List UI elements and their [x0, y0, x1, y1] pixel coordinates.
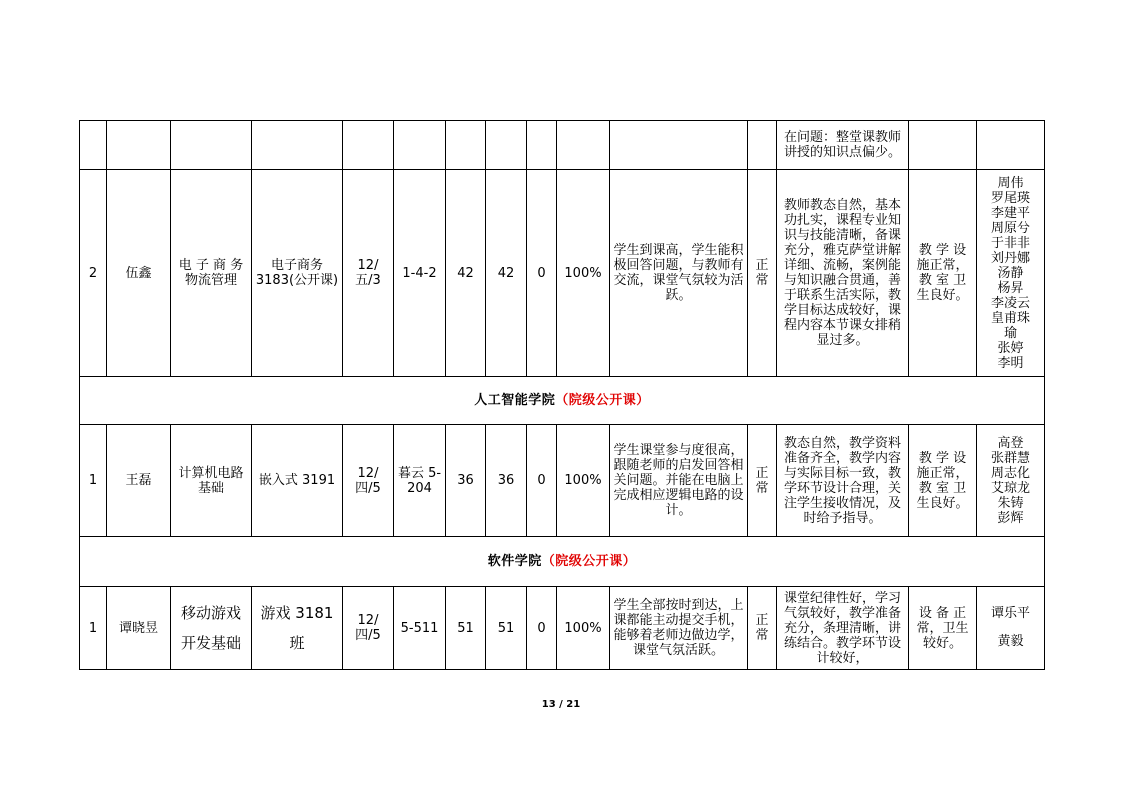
section-row	[80, 377, 1045, 425]
order-cell: 正常	[748, 170, 777, 377]
expected-cell: 51	[446, 587, 486, 670]
inspector-name: 周志化	[990, 465, 1030, 481]
section-tag: （院级公开课）	[555, 393, 650, 408]
inspector-name: 于非非	[990, 235, 1030, 251]
inspector-name: 李建平	[990, 205, 1030, 221]
student-eval-cell: 学生课堂参与度很高，跟随老师的启发回答相关问题。并能在电脑上完成相应逻辑电路的设计。	[610, 425, 748, 537]
date-cell: 12/五/3	[343, 170, 394, 377]
course-cell: 电 子 商 务 物流管理	[171, 170, 252, 377]
course-cell	[171, 587, 252, 670]
inspector-name: 朱铸	[997, 495, 1024, 511]
cell-empty	[80, 121, 107, 170]
section-tag: （院级公开课）	[541, 554, 637, 569]
room-cell: 1-4-2	[394, 170, 446, 377]
table-row	[80, 425, 1045, 537]
teaching-eval-cell: 在问题：整堂课教师讲授的知识点偏少。	[777, 121, 909, 170]
cell-empty	[557, 121, 610, 170]
inspector-name: 汤静	[997, 265, 1024, 281]
cell-empty	[909, 121, 977, 170]
absent-cell: 0	[527, 587, 557, 670]
inspector-name: 彭辉	[997, 510, 1024, 526]
inspectors-cell	[977, 425, 1045, 537]
absent-cell: 0	[527, 425, 557, 537]
inspector-name: 张婷	[997, 340, 1024, 356]
class-cell: 电子商务 3183(公开课)	[252, 170, 343, 377]
class-line: 班	[289, 634, 305, 652]
cell-empty	[171, 121, 252, 170]
cell-empty	[107, 121, 171, 170]
cell-empty	[748, 121, 777, 170]
rate-cell: 100%	[557, 170, 610, 377]
inspector-name: 瑜	[1003, 325, 1017, 341]
cell-empty	[486, 121, 527, 170]
rate-cell: 100%	[557, 425, 610, 537]
section-row	[80, 537, 1045, 587]
class-line: 游戏 3181	[260, 604, 334, 622]
inspectors-cell	[977, 170, 1045, 377]
inspector-name: 刘丹娜	[990, 250, 1030, 266]
section-header	[80, 537, 1045, 587]
teacher-cell: 谭晓昱	[107, 587, 171, 670]
index-cell: 1	[80, 425, 107, 537]
inspector-name: 李明	[997, 355, 1024, 371]
actual-cell: 42	[486, 170, 527, 377]
course-line: 开发基础	[180, 634, 241, 652]
expected-cell: 42	[446, 170, 486, 377]
inspectors-cell	[977, 587, 1045, 670]
order-cell: 正常	[748, 425, 777, 537]
actual-cell: 36	[486, 425, 527, 537]
page-number: 13 / 21	[541, 699, 581, 710]
inspector-name: 罗尾瑛	[990, 190, 1030, 206]
facility-cell: 设 备 正 常，卫生较好。	[909, 587, 977, 670]
cell-empty	[446, 121, 486, 170]
table-row	[80, 170, 1045, 377]
inspector-name: 李凌云	[990, 295, 1030, 311]
class-cell	[252, 587, 343, 670]
inspector-name: 艾琼龙	[990, 480, 1030, 496]
section-title: 软件学院	[487, 554, 542, 569]
index-cell: 2	[80, 170, 107, 377]
facility-cell: 教 学 设 施正常，教 室 卫 生良好。	[909, 170, 977, 377]
table-row	[80, 121, 1045, 170]
student-eval-cell: 学生全部按时到达，上课都能主动提交手机，能够着老师边做边学，课堂气氛活跃。	[610, 587, 748, 670]
date-cell: 12/四/5	[343, 587, 394, 670]
teaching-eval-cell: 教师教态自然，基本功扎实，课程专业知识与技能清晰，备课充分，雅克萨堂讲解详细、流畅，案例能与知识融合贯通，善于联系生活实际，教学目标达成较好，课程内容本节课女排稍显过多。	[777, 170, 909, 377]
inspector-name: 周原兮	[990, 220, 1030, 236]
cell-empty	[610, 121, 748, 170]
section-title: 人工智能学院	[474, 393, 556, 408]
cell-empty	[394, 121, 446, 170]
section-header	[80, 377, 1045, 425]
teacher-cell: 王磊	[107, 425, 171, 537]
date-cell: 12/四/5	[343, 425, 394, 537]
inspector-name: 杨昇	[997, 280, 1024, 296]
cell-empty	[252, 121, 343, 170]
table-row	[80, 587, 1045, 670]
inspector-name: 皇甫珠	[990, 310, 1030, 326]
rate-cell: 100%	[557, 587, 610, 670]
cell-empty	[977, 121, 1045, 170]
expected-cell: 36	[446, 425, 486, 537]
teaching-eval-cell: 课堂纪律性好，学习气氛较好，教学准备充分，条理清晰，讲练结合。教学环节设计较好，	[777, 587, 909, 670]
inspector-name: 黄毅	[997, 634, 1024, 649]
class-cell: 嵌入式 3191	[252, 425, 343, 537]
room-cell: 5-511	[394, 587, 446, 670]
teacher-cell: 伍鑫	[107, 170, 171, 377]
order-cell: 正常	[748, 587, 777, 670]
inspector-name: 谭乐平	[990, 606, 1030, 621]
inspector-name: 周伟	[997, 175, 1024, 191]
teaching-eval-cell: 教态自然，教学资料准备齐全，教学内容与实际目标一致，教学环节设计合理，关注学生接收情况，及时给予指导。	[777, 425, 909, 537]
index-cell: 1	[80, 587, 107, 670]
inspector-name: 张群慧	[990, 450, 1030, 466]
course-line: 移动游戏	[180, 604, 241, 622]
inspector-name: 高登	[997, 435, 1024, 451]
room-cell: 暮云 5-204	[394, 425, 446, 537]
student-eval-cell: 学生到课高，学生能积极回答问题，与教师有交流，课堂气氛较为活跃。	[610, 170, 748, 377]
actual-cell: 51	[486, 587, 527, 670]
absent-cell: 0	[527, 170, 557, 377]
facility-cell: 教 学 设 施正常，教 室 卫 生良好。	[909, 425, 977, 537]
cell-empty	[527, 121, 557, 170]
course-cell: 计算机电路基础	[171, 425, 252, 537]
cell-empty	[343, 121, 394, 170]
inspection-table	[79, 120, 1045, 670]
